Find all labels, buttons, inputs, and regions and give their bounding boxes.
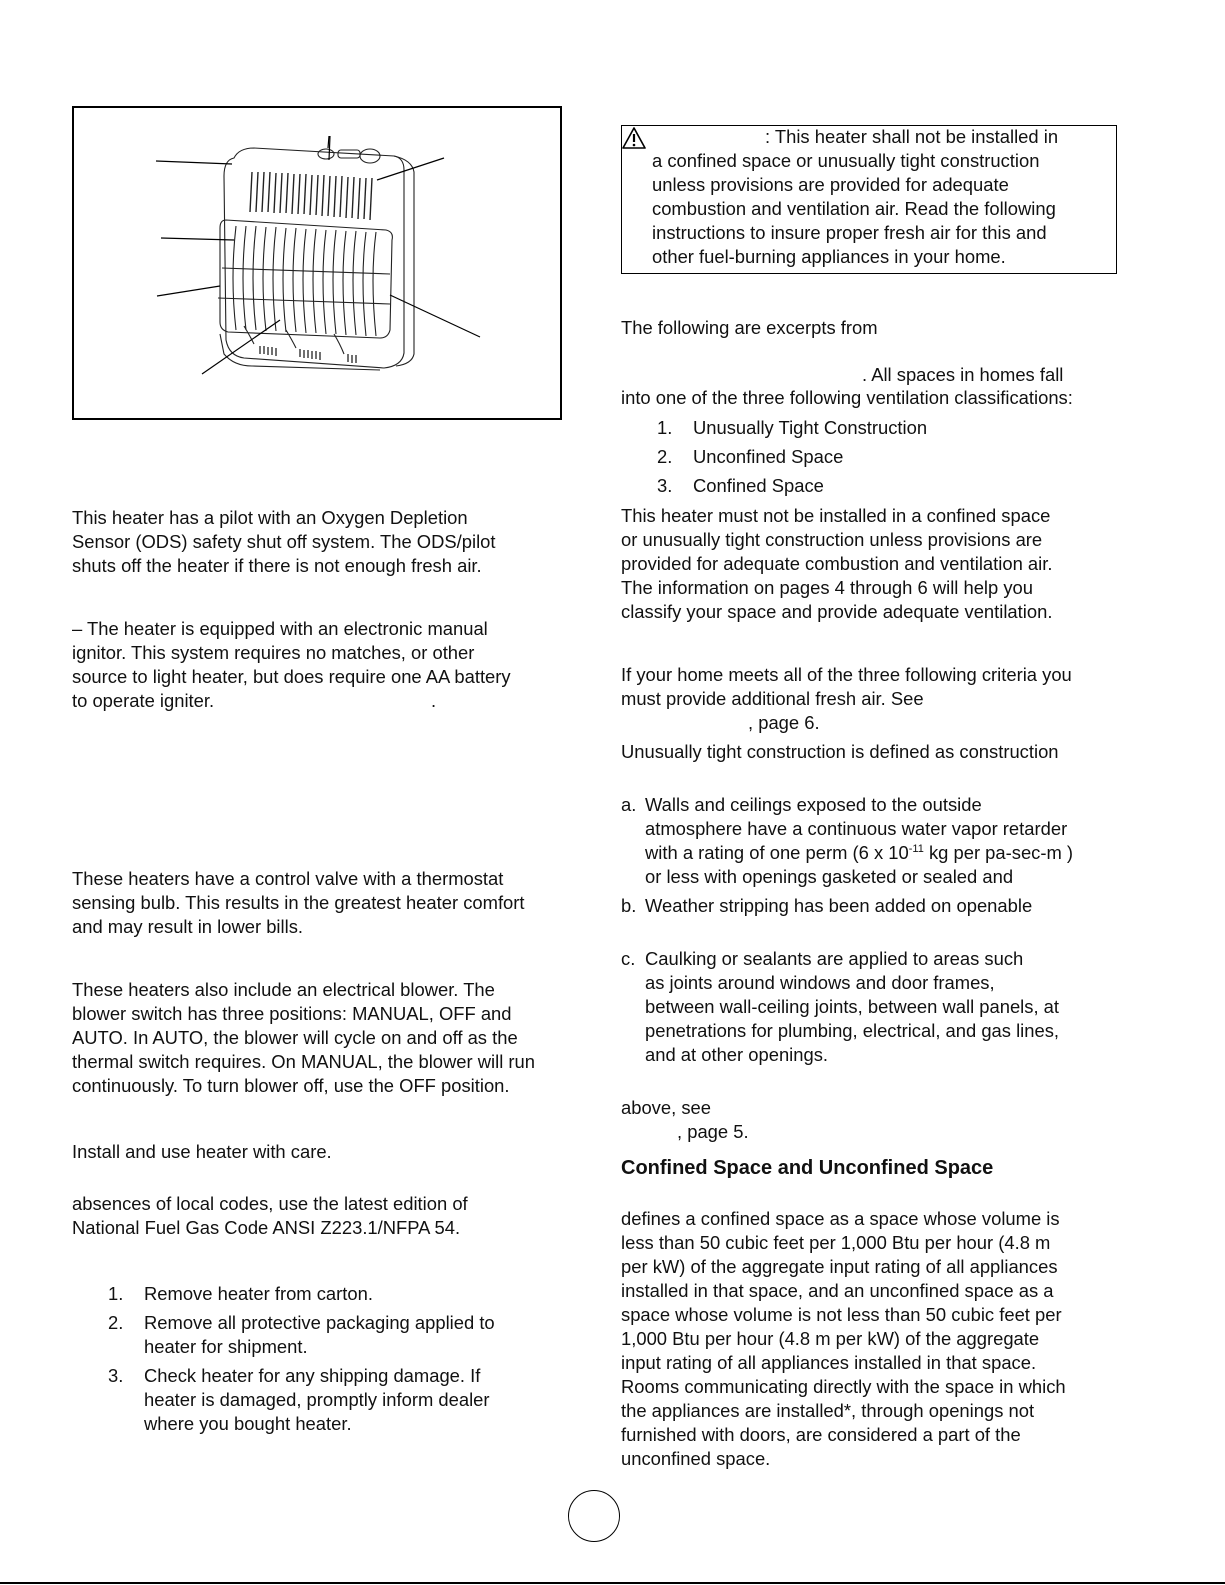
bottom-divider [0, 1582, 1225, 1584]
list-item: between wall-ceiling joints, between wall panels, at [645, 996, 1060, 1017]
text-line: per kW) of the aggregate input rating of all appliances [621, 1256, 1058, 1277]
text-line: defines a confined space as a space whose volume is [621, 1208, 1060, 1229]
list-number: 3. [108, 1365, 124, 1386]
list-number: 1. [108, 1283, 124, 1304]
install-care-text: Install and use heater with care. [72, 1141, 332, 1162]
list-number: 2. [657, 446, 673, 467]
above-see-text: above, see [621, 1097, 711, 1118]
list-item: Remove all protective packaging applied to [144, 1312, 495, 1333]
above-page-text: , page 5. [677, 1121, 749, 1142]
excerpts-cont: . All spaces in homes fall [862, 364, 1064, 385]
text-line: space whose volume is not less than 50 cubic feet per [621, 1304, 1062, 1325]
list-item: Unconfined Space [693, 446, 844, 467]
list-item: as joints around windows and door frames, [645, 972, 995, 993]
warning-triangle-icon [621, 126, 647, 150]
list-item: Remove heater from carton. [144, 1283, 373, 1304]
text-line: to operate igniter. [72, 690, 215, 711]
list-item: or less with openings gasketed or sealed and [645, 866, 1014, 887]
text-line: or unusually tight construction unless provisions are [621, 529, 1043, 550]
rating-exponent: -11 [908, 842, 924, 855]
excerpts-line: into one of the three following ventilation classifications: [621, 387, 1073, 408]
list-letter: a. [621, 794, 637, 815]
page-number-circle [568, 1490, 620, 1542]
text-line: These heaters also include an electrical blower. The [72, 979, 495, 1000]
text-line: furnished with doors, are considered a part of the [621, 1424, 1021, 1445]
text-line: blower switch has three positions: MANUAL, OFF and [72, 1003, 512, 1024]
text-line: thermal switch requires. On MANUAL, the blower will run [72, 1051, 535, 1072]
list-number: 3. [657, 475, 673, 496]
text-line: installed in that space, and an unconfined space as a [621, 1280, 1054, 1301]
text-line: input rating of all appliances installed in that space. [621, 1352, 1037, 1373]
text-line: If your home meets all of the three following criteria you [621, 664, 1072, 685]
text-line: shuts off the heater if there is not enough fresh air. [72, 555, 482, 576]
text-line: provided for adequate combustion and ventilation air. [621, 553, 1053, 574]
list-item: heater is damaged, promptly inform dealer [144, 1389, 490, 1410]
rating-text: with a rating of one perm (6 x 10 [645, 842, 909, 863]
list-item: Confined Space [693, 475, 824, 496]
warning-line: other fuel-burning appliances in your home. [652, 246, 1006, 267]
rating-unit: kg per pa-sec-m ) [923, 842, 1074, 863]
warning-line: instructions to insure proper fresh air for this and [652, 222, 1047, 243]
list-item: and at other openings. [645, 1044, 829, 1065]
heater-illustration-icon [74, 108, 560, 418]
list-letter: b. [621, 895, 637, 916]
text-line: absences of local codes, use the latest edition of [72, 1193, 468, 1214]
list-number: 2. [108, 1312, 124, 1333]
list-item: Weather stripping has been added on openable [645, 895, 1033, 916]
list-item [645, 841, 1073, 865]
text-line: , page 6. [748, 712, 820, 733]
warning-line: a confined space or unusually tight construction [652, 150, 1040, 171]
list-item: Walls and ceilings exposed to the outside [645, 794, 982, 815]
heater-figure [72, 106, 562, 420]
text-line: . [431, 690, 437, 711]
text-line: Sensor (ODS) safety shut off system. The ODS/pilot [72, 531, 496, 552]
list-item: atmosphere have a continuous water vapor retarder [645, 818, 1068, 839]
text-line: This heater has a pilot with an Oxygen Depletion [72, 507, 468, 528]
text-line: AUTO. In AUTO, the blower will cycle on and off as the [72, 1027, 518, 1048]
text-line: ignitor. This system requires no matches, or other [72, 642, 475, 663]
text-line: – The heater is equipped with an electronic manual [72, 618, 488, 639]
excerpts-intro: The following are excerpts from [621, 317, 878, 338]
text-line: and may result in lower bills. [72, 916, 303, 937]
list-item: heater for shipment. [144, 1336, 308, 1357]
text-line: classify your space and provide adequate ventilation. [621, 601, 1053, 622]
warning-line: : This heater shall not be installed in [765, 126, 1059, 147]
list-letter: c. [621, 948, 636, 969]
list-item: penetrations for plumbing, electrical, and gas lines, [645, 1020, 1060, 1041]
text-line: Unusually tight construction is defined as construction [621, 741, 1059, 762]
confined-space-heading: Confined Space and Unconfined Space [621, 1157, 994, 1179]
text-line: must provide additional fresh air. See [621, 688, 924, 709]
text-line: sensing bulb. This results in the greatest heater comfort [72, 892, 525, 913]
list-item: Check heater for any shipping damage. If [144, 1365, 481, 1386]
text-line: These heaters have a control valve with a thermostat [72, 868, 504, 889]
list-number: 1. [657, 417, 673, 438]
warning-line: combustion and ventilation air. Read the following [652, 198, 1056, 219]
text-line: continuously. To turn blower off, use the OFF position. [72, 1075, 510, 1096]
text-line: unconfined space. [621, 1448, 771, 1469]
text-line: the appliances are installed*, through openings not [621, 1400, 1035, 1421]
list-item: where you bought heater. [144, 1413, 352, 1434]
list-item: Caulking or sealants are applied to areas such [645, 948, 1024, 969]
warning-line: unless provisions are provided for adequate [652, 174, 1009, 195]
text-line: Rooms communicating directly with the space in which [621, 1376, 1066, 1397]
text-line: 1,000 Btu per hour (4.8 m per kW) of the aggregate [621, 1328, 1040, 1349]
text-line: This heater must not be installed in a confined space [621, 505, 1051, 526]
text-line: less than 50 cubic feet per 1,000 Btu per hour (4.8 m [621, 1232, 1051, 1253]
list-item: Unusually Tight Construction [693, 417, 928, 438]
text-line: source to light heater, but does require one AA battery [72, 666, 511, 687]
text-line: National Fuel Gas Code ANSI Z223.1/NFPA 54. [72, 1217, 461, 1238]
text-line: The information on pages 4 through 6 will help you [621, 577, 1034, 598]
